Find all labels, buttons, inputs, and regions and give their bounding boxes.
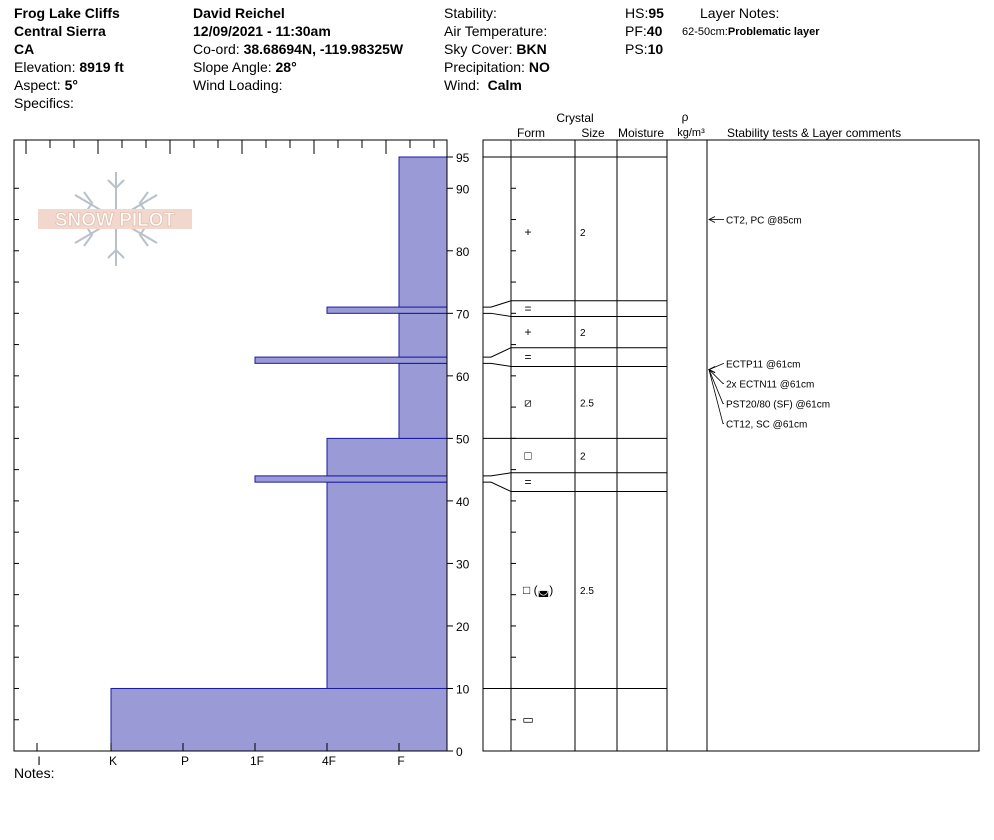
form-header: Form (517, 126, 545, 140)
stability-test-label: 2x ECTN11 @61cm (726, 379, 815, 391)
moisture-header: Moisture (617, 126, 665, 140)
stability-label: Stability: (444, 5, 497, 21)
height-tick-label: 90 (456, 182, 470, 197)
hardness-layer-bar (327, 438, 447, 476)
hardness-tick-label: K (108, 754, 118, 768)
hardness-tick-label: 1F (249, 754, 265, 768)
notes-label: Notes: (14, 765, 55, 781)
crystal-form: ▭ (522, 712, 534, 727)
ps-label: PS: (625, 41, 648, 57)
stability-test-label: PST20/80 (SF) @61cm (726, 399, 831, 411)
table-border (483, 140, 979, 751)
precip-value: NO (528, 59, 550, 75)
crystal-size: 2.5 (580, 585, 594, 597)
hardness-tick-label: 4F (321, 754, 337, 768)
hardness-layer-bar (327, 307, 447, 313)
pf-value: 40 (646, 23, 663, 39)
wind-value: Calm (487, 77, 522, 93)
hardness-layer-bar (255, 476, 447, 482)
crystal-form: = (524, 301, 532, 316)
observation-datetime: 12/09/2021 - 11:30am (193, 23, 331, 39)
hardness-layer-bar (111, 688, 447, 751)
height-tick-label: 30 (456, 557, 470, 572)
height-tick-label: 70 (456, 307, 470, 322)
layer-notes-label: Layer Notes: (700, 5, 780, 21)
crystal-form: □ (524, 448, 532, 463)
crystal-form: = (524, 475, 532, 490)
layer-note-range: 62-50cm: (682, 26, 728, 38)
hardness-layer-bar (255, 357, 447, 363)
crystal-form: + (524, 225, 532, 240)
crystal-form: = (524, 350, 532, 365)
logo-text: SNOW PILOT (54, 210, 176, 231)
hardness-layer-bar (399, 157, 447, 307)
height-tick-label: 10 (456, 682, 470, 697)
pf-label: PF: (625, 23, 647, 39)
crystal-size: 2.5 (580, 398, 594, 410)
wind-label: Wind: (444, 77, 480, 93)
ps-value: 10 (647, 41, 664, 57)
stability-tests (709, 216, 830, 431)
wind-loading-label: Wind Loading: (193, 77, 283, 93)
coord-label: Co-ord: (193, 41, 240, 57)
snow-pilot-logo (38, 172, 192, 266)
rho-header: ρ (681, 110, 689, 124)
slope-label: Slope Angle: (193, 59, 272, 75)
hardness-tick-label: F (397, 754, 405, 768)
layer-note-text: Problematic layer (727, 26, 820, 38)
elevation-label: Elevation: (14, 59, 76, 75)
elevation-value: 8919 ft (79, 59, 124, 75)
stability-test-pointer (709, 370, 724, 424)
mountain-range: Central Sierra (14, 23, 106, 39)
aspect-value: 5° (64, 77, 78, 93)
crystal-form: ⧄ (524, 395, 532, 410)
height-tick-label: 40 (456, 494, 470, 509)
height-tick-label: 60 (456, 369, 470, 384)
hardness-layer-bar (327, 482, 447, 688)
density-unit-header: kg/m³ (677, 127, 705, 139)
hardness-tick-label: P (180, 754, 190, 768)
precip-label: Precipitation: (444, 59, 525, 75)
hs-label: HS: (625, 5, 649, 21)
crystal-size: 2 (580, 451, 586, 463)
stability-test-label: ECTP11 @61cm (726, 359, 801, 371)
size-header: Size (581, 126, 605, 140)
hardness-layers (111, 157, 447, 751)
crystal-size: 2 (580, 228, 586, 240)
stability-test-pointer (709, 370, 724, 384)
crystal-header: Crystal (556, 111, 594, 125)
stability-test-label: CT12, SC @61cm (726, 419, 808, 431)
aspect-label: Aspect: (14, 77, 61, 93)
crystal-form: □ (◛) (523, 582, 554, 597)
height-tick-label: 0 (456, 745, 463, 759)
hardness-layer-bar (399, 363, 447, 438)
crystal-form: + (524, 325, 532, 340)
state: CA (14, 41, 35, 57)
height-tick-label: 95 (456, 151, 470, 165)
crystal-table (483, 140, 979, 751)
observer-name: David Reichel (193, 5, 285, 21)
comments-header: Stability tests & Layer comments (727, 126, 902, 140)
air-temp-label: Air Temperature: (444, 23, 548, 39)
coord-value: 38.68694N, -119.98325W (243, 41, 404, 57)
slope-value: 28° (275, 59, 297, 75)
hs-value: 95 (648, 5, 664, 21)
sky-cover-value: BKN (516, 41, 547, 57)
sky-cover-label: Sky Cover: (444, 41, 513, 57)
height-tick-label: 20 (456, 619, 470, 634)
height-tick-label: 50 (456, 432, 470, 447)
crystal-size: 2 (580, 328, 586, 340)
stability-test-label: CT2, PC @85cm (726, 215, 802, 227)
height-axis (447, 151, 470, 759)
height-tick-label: 80 (456, 244, 470, 259)
location-name: Frog Lake Cliffs (14, 5, 120, 21)
hardness-layer-bar (399, 313, 447, 357)
hardness-tick-label: I (37, 754, 41, 768)
specifics-label: Specifics: (14, 95, 74, 111)
